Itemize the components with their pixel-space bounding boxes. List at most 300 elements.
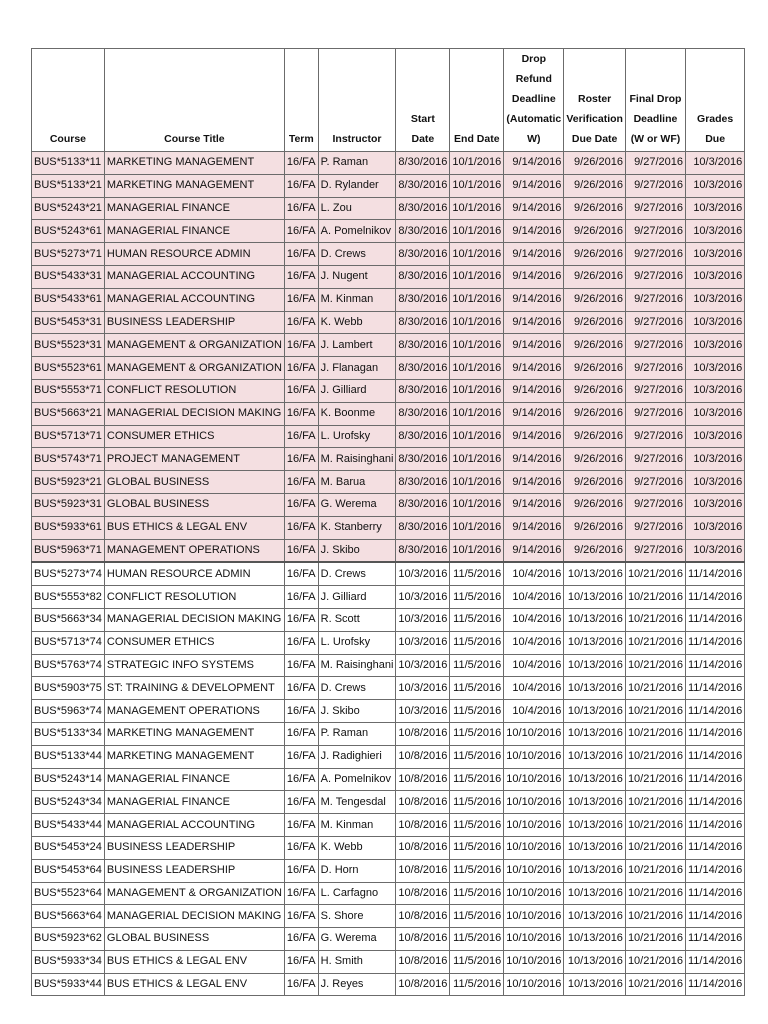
final-drop-deadline-cell: 10/21/2016 bbox=[625, 631, 685, 654]
drop-refund-deadline-cell: 9/14/2016 bbox=[504, 425, 564, 448]
table-row bbox=[32, 905, 745, 928]
course-code-cell: BUS*5433*61 bbox=[32, 288, 105, 311]
term-cell: 16/FA bbox=[284, 243, 318, 266]
term-cell: 16/FA bbox=[284, 677, 318, 700]
course-code-cell: BUS*5433*44 bbox=[32, 814, 105, 837]
course-code-cell: BUS*5963*71 bbox=[32, 539, 105, 562]
course-code-cell: BUS*5243*21 bbox=[32, 197, 105, 220]
final-drop-deadline-cell: 9/27/2016 bbox=[625, 311, 685, 334]
course-title-cell: BUS ETHICS & LEGAL ENV bbox=[104, 973, 284, 996]
header-final-drop-deadline: Final Drop Deadline (W or WF) bbox=[625, 49, 685, 152]
drop-refund-deadline-cell: 9/14/2016 bbox=[504, 471, 564, 494]
course-title-cell: MANAGEMENT & ORGANIZATION bbox=[104, 334, 284, 357]
term-cell: 16/FA bbox=[284, 562, 318, 585]
course-code-cell: BUS*5453*64 bbox=[32, 859, 105, 882]
start-date-cell: 10/3/2016 bbox=[396, 654, 450, 677]
course-code-cell: BUS*5523*31 bbox=[32, 334, 105, 357]
course-code-cell: BUS*5553*71 bbox=[32, 379, 105, 402]
end-date-cell: 11/5/2016 bbox=[450, 586, 504, 609]
course-code-cell: BUS*5273*71 bbox=[32, 243, 105, 266]
grades-due-cell: 11/14/2016 bbox=[686, 814, 745, 837]
table-row bbox=[32, 700, 745, 723]
drop-refund-deadline-cell: 9/14/2016 bbox=[504, 402, 564, 425]
course-title-cell: MARKETING MANAGEMENT bbox=[104, 174, 284, 197]
course-title-cell: MANAGERIAL FINANCE bbox=[104, 768, 284, 791]
course-code-cell: BUS*5523*61 bbox=[32, 357, 105, 380]
grades-due-cell: 11/14/2016 bbox=[686, 654, 745, 677]
end-date-cell: 10/1/2016 bbox=[450, 152, 504, 175]
term-cell: 16/FA bbox=[284, 768, 318, 791]
course-title-cell: STRATEGIC INFO SYSTEMS bbox=[104, 654, 284, 677]
final-drop-deadline-cell: 9/27/2016 bbox=[625, 197, 685, 220]
roster-verification-date-cell: 10/13/2016 bbox=[564, 859, 626, 882]
table-row bbox=[32, 493, 745, 516]
course-title-cell: CONFLICT RESOLUTION bbox=[104, 379, 284, 402]
drop-refund-deadline-cell: 9/14/2016 bbox=[504, 288, 564, 311]
course-title-cell: MANAGEMENT OPERATIONS bbox=[104, 700, 284, 723]
drop-refund-deadline-cell: 10/4/2016 bbox=[504, 700, 564, 723]
grades-due-cell: 10/3/2016 bbox=[686, 243, 745, 266]
course-code-cell: BUS*5923*31 bbox=[32, 493, 105, 516]
table-row bbox=[32, 586, 745, 609]
end-date-cell: 11/5/2016 bbox=[450, 791, 504, 814]
grades-due-cell: 11/14/2016 bbox=[686, 700, 745, 723]
start-date-cell: 10/8/2016 bbox=[396, 791, 450, 814]
header-course-title: Course Title bbox=[104, 49, 284, 152]
header-grades-due: Grades Due bbox=[686, 49, 745, 152]
course-code-cell: BUS*5933*44 bbox=[32, 973, 105, 996]
course-code-cell: BUS*5763*74 bbox=[32, 654, 105, 677]
drop-refund-deadline-cell: 10/10/2016 bbox=[504, 722, 564, 745]
instructor-cell: D. Crews bbox=[318, 243, 396, 266]
roster-verification-date-cell: 10/13/2016 bbox=[564, 928, 626, 951]
course-title-cell: MANAGERIAL DECISION MAKING bbox=[104, 608, 284, 631]
drop-refund-deadline-cell: 9/14/2016 bbox=[504, 311, 564, 334]
course-title-cell: MANAGEMENT & ORGANIZATION bbox=[104, 882, 284, 905]
table-row bbox=[32, 402, 745, 425]
table-row bbox=[32, 265, 745, 288]
header-instructor: Instructor bbox=[318, 49, 396, 152]
end-date-cell: 10/1/2016 bbox=[450, 243, 504, 266]
table-row bbox=[32, 562, 745, 585]
start-date-cell: 8/30/2016 bbox=[396, 311, 450, 334]
table-row bbox=[32, 859, 745, 882]
course-title-cell: MANAGERIAL ACCOUNTING bbox=[104, 288, 284, 311]
term-cell: 16/FA bbox=[284, 905, 318, 928]
table-body bbox=[32, 152, 745, 996]
drop-refund-deadline-cell: 9/14/2016 bbox=[504, 334, 564, 357]
table-row bbox=[32, 516, 745, 539]
term-cell: 16/FA bbox=[284, 859, 318, 882]
drop-refund-deadline-cell: 9/14/2016 bbox=[504, 539, 564, 562]
term-cell: 16/FA bbox=[284, 425, 318, 448]
term-cell: 16/FA bbox=[284, 631, 318, 654]
final-drop-deadline-cell: 10/21/2016 bbox=[625, 768, 685, 791]
term-cell: 16/FA bbox=[284, 539, 318, 562]
drop-refund-deadline-cell: 9/14/2016 bbox=[504, 379, 564, 402]
drop-refund-deadline-cell: 10/10/2016 bbox=[504, 859, 564, 882]
end-date-cell: 10/1/2016 bbox=[450, 448, 504, 471]
final-drop-deadline-cell: 9/27/2016 bbox=[625, 425, 685, 448]
term-cell: 16/FA bbox=[284, 288, 318, 311]
grades-due-cell: 11/14/2016 bbox=[686, 905, 745, 928]
final-drop-deadline-cell: 10/21/2016 bbox=[625, 882, 685, 905]
grades-due-cell: 11/14/2016 bbox=[686, 928, 745, 951]
course-code-cell: BUS*5133*44 bbox=[32, 745, 105, 768]
course-code-cell: BUS*5743*71 bbox=[32, 448, 105, 471]
drop-refund-deadline-cell: 9/14/2016 bbox=[504, 265, 564, 288]
term-cell: 16/FA bbox=[284, 493, 318, 516]
course-code-cell: BUS*5663*21 bbox=[32, 402, 105, 425]
roster-verification-date-cell: 10/13/2016 bbox=[564, 654, 626, 677]
course-title-cell: HUMAN RESOURCE ADMIN bbox=[104, 243, 284, 266]
table-row bbox=[32, 539, 745, 562]
roster-verification-date-cell: 9/26/2016 bbox=[564, 220, 626, 243]
end-date-cell: 11/5/2016 bbox=[450, 722, 504, 745]
final-drop-deadline-cell: 9/27/2016 bbox=[625, 448, 685, 471]
end-date-cell: 11/5/2016 bbox=[450, 859, 504, 882]
end-date-cell: 10/1/2016 bbox=[450, 311, 504, 334]
instructor-cell: M. Barua bbox=[318, 471, 396, 494]
instructor-cell: G. Werema bbox=[318, 493, 396, 516]
end-date-cell: 11/5/2016 bbox=[450, 950, 504, 973]
roster-verification-date-cell: 10/13/2016 bbox=[564, 905, 626, 928]
course-title-cell: MANAGERIAL FINANCE bbox=[104, 197, 284, 220]
final-drop-deadline-cell: 10/21/2016 bbox=[625, 586, 685, 609]
start-date-cell: 10/3/2016 bbox=[396, 631, 450, 654]
course-title-cell: BUS ETHICS & LEGAL ENV bbox=[104, 516, 284, 539]
final-drop-deadline-cell: 9/27/2016 bbox=[625, 357, 685, 380]
course-code-cell: BUS*5963*74 bbox=[32, 700, 105, 723]
start-date-cell: 8/30/2016 bbox=[396, 379, 450, 402]
course-title-cell: GLOBAL BUSINESS bbox=[104, 493, 284, 516]
start-date-cell: 10/8/2016 bbox=[396, 973, 450, 996]
start-date-cell: 8/30/2016 bbox=[396, 471, 450, 494]
instructor-cell: K. Webb bbox=[318, 311, 396, 334]
start-date-cell: 10/3/2016 bbox=[396, 677, 450, 700]
instructor-cell: J. Flanagan bbox=[318, 357, 396, 380]
start-date-cell: 8/30/2016 bbox=[396, 243, 450, 266]
term-cell: 16/FA bbox=[284, 220, 318, 243]
term-cell: 16/FA bbox=[284, 357, 318, 380]
end-date-cell: 10/1/2016 bbox=[450, 220, 504, 243]
instructor-cell: D. Crews bbox=[318, 562, 396, 585]
grades-due-cell: 11/14/2016 bbox=[686, 586, 745, 609]
roster-verification-date-cell: 9/26/2016 bbox=[564, 402, 626, 425]
final-drop-deadline-cell: 9/27/2016 bbox=[625, 334, 685, 357]
term-cell: 16/FA bbox=[284, 973, 318, 996]
start-date-cell: 8/30/2016 bbox=[396, 197, 450, 220]
course-title-cell: MANAGERIAL DECISION MAKING bbox=[104, 905, 284, 928]
term-cell: 16/FA bbox=[284, 722, 318, 745]
roster-verification-date-cell: 9/26/2016 bbox=[564, 152, 626, 175]
final-drop-deadline-cell: 9/27/2016 bbox=[625, 402, 685, 425]
instructor-cell: L. Carfagno bbox=[318, 882, 396, 905]
course-title-cell: ST: TRAINING & DEVELOPMENT bbox=[104, 677, 284, 700]
header-roster-verification: Roster Verification Due Date bbox=[564, 49, 626, 152]
final-drop-deadline-cell: 9/27/2016 bbox=[625, 471, 685, 494]
final-drop-deadline-cell: 10/21/2016 bbox=[625, 745, 685, 768]
course-title-cell: CONSUMER ETHICS bbox=[104, 425, 284, 448]
schedule-sheet bbox=[31, 48, 745, 996]
start-date-cell: 10/8/2016 bbox=[396, 882, 450, 905]
roster-verification-date-cell: 9/26/2016 bbox=[564, 357, 626, 380]
end-date-cell: 10/1/2016 bbox=[450, 197, 504, 220]
end-date-cell: 11/5/2016 bbox=[450, 836, 504, 859]
end-date-cell: 11/5/2016 bbox=[450, 608, 504, 631]
roster-verification-date-cell: 10/13/2016 bbox=[564, 608, 626, 631]
start-date-cell: 8/30/2016 bbox=[396, 174, 450, 197]
grades-due-cell: 10/3/2016 bbox=[686, 288, 745, 311]
roster-verification-date-cell: 10/13/2016 bbox=[564, 562, 626, 585]
course-title-cell: BUSINESS LEADERSHIP bbox=[104, 859, 284, 882]
table-row bbox=[32, 677, 745, 700]
final-drop-deadline-cell: 10/21/2016 bbox=[625, 700, 685, 723]
header-row bbox=[32, 49, 745, 152]
course-code-cell: BUS*5713*74 bbox=[32, 631, 105, 654]
roster-verification-date-cell: 9/26/2016 bbox=[564, 539, 626, 562]
drop-refund-deadline-cell: 9/14/2016 bbox=[504, 152, 564, 175]
final-drop-deadline-cell: 10/21/2016 bbox=[625, 677, 685, 700]
drop-refund-deadline-cell: 10/10/2016 bbox=[504, 745, 564, 768]
header-start-date: Start Date bbox=[396, 49, 450, 152]
course-code-cell: BUS*5243*34 bbox=[32, 791, 105, 814]
end-date-cell: 11/5/2016 bbox=[450, 768, 504, 791]
instructor-cell: L. Zou bbox=[318, 197, 396, 220]
table-row bbox=[32, 311, 745, 334]
end-date-cell: 10/1/2016 bbox=[450, 357, 504, 380]
roster-verification-date-cell: 9/26/2016 bbox=[564, 516, 626, 539]
grades-due-cell: 10/3/2016 bbox=[686, 539, 745, 562]
end-date-cell: 10/1/2016 bbox=[450, 174, 504, 197]
end-date-cell: 11/5/2016 bbox=[450, 631, 504, 654]
table-row bbox=[32, 471, 745, 494]
drop-refund-deadline-cell: 10/4/2016 bbox=[504, 654, 564, 677]
final-drop-deadline-cell: 10/21/2016 bbox=[625, 973, 685, 996]
end-date-cell: 10/1/2016 bbox=[450, 379, 504, 402]
course-title-cell: HUMAN RESOURCE ADMIN bbox=[104, 562, 284, 585]
term-cell: 16/FA bbox=[284, 700, 318, 723]
course-code-cell: BUS*5273*74 bbox=[32, 562, 105, 585]
instructor-cell: J. Skibo bbox=[318, 539, 396, 562]
drop-refund-deadline-cell: 10/10/2016 bbox=[504, 814, 564, 837]
end-date-cell: 11/5/2016 bbox=[450, 814, 504, 837]
start-date-cell: 8/30/2016 bbox=[396, 402, 450, 425]
grades-due-cell: 10/3/2016 bbox=[686, 311, 745, 334]
term-cell: 16/FA bbox=[284, 379, 318, 402]
course-title-cell: GLOBAL BUSINESS bbox=[104, 928, 284, 951]
start-date-cell: 10/3/2016 bbox=[396, 700, 450, 723]
instructor-cell: J. Gilliard bbox=[318, 586, 396, 609]
course-code-cell: BUS*5663*64 bbox=[32, 905, 105, 928]
header-term: Term bbox=[284, 49, 318, 152]
term-cell: 16/FA bbox=[284, 654, 318, 677]
roster-verification-date-cell: 10/13/2016 bbox=[564, 791, 626, 814]
final-drop-deadline-cell: 10/21/2016 bbox=[625, 654, 685, 677]
start-date-cell: 10/3/2016 bbox=[396, 562, 450, 585]
roster-verification-date-cell: 9/26/2016 bbox=[564, 243, 626, 266]
term-cell: 16/FA bbox=[284, 265, 318, 288]
drop-refund-deadline-cell: 9/14/2016 bbox=[504, 357, 564, 380]
course-code-cell: BUS*5133*11 bbox=[32, 152, 105, 175]
table-row bbox=[32, 654, 745, 677]
table-row bbox=[32, 631, 745, 654]
start-date-cell: 8/30/2016 bbox=[396, 493, 450, 516]
final-drop-deadline-cell: 10/21/2016 bbox=[625, 814, 685, 837]
drop-refund-deadline-cell: 10/10/2016 bbox=[504, 905, 564, 928]
roster-verification-date-cell: 10/13/2016 bbox=[564, 814, 626, 837]
grades-due-cell: 11/14/2016 bbox=[686, 791, 745, 814]
roster-verification-date-cell: 9/26/2016 bbox=[564, 379, 626, 402]
instructor-cell: L. Urofsky bbox=[318, 631, 396, 654]
table-row bbox=[32, 448, 745, 471]
table-row bbox=[32, 608, 745, 631]
roster-verification-date-cell: 9/26/2016 bbox=[564, 448, 626, 471]
grades-due-cell: 10/3/2016 bbox=[686, 334, 745, 357]
roster-verification-date-cell: 10/13/2016 bbox=[564, 586, 626, 609]
term-cell: 16/FA bbox=[284, 836, 318, 859]
term-cell: 16/FA bbox=[284, 608, 318, 631]
start-date-cell: 10/8/2016 bbox=[396, 722, 450, 745]
start-date-cell: 10/8/2016 bbox=[396, 814, 450, 837]
end-date-cell: 11/5/2016 bbox=[450, 562, 504, 585]
table-row bbox=[32, 357, 745, 380]
end-date-cell: 11/5/2016 bbox=[450, 654, 504, 677]
roster-verification-date-cell: 10/13/2016 bbox=[564, 973, 626, 996]
grades-due-cell: 11/14/2016 bbox=[686, 608, 745, 631]
table-row bbox=[32, 973, 745, 996]
start-date-cell: 10/8/2016 bbox=[396, 950, 450, 973]
table-row bbox=[32, 791, 745, 814]
end-date-cell: 11/5/2016 bbox=[450, 905, 504, 928]
final-drop-deadline-cell: 9/27/2016 bbox=[625, 493, 685, 516]
grades-due-cell: 10/3/2016 bbox=[686, 493, 745, 516]
roster-verification-date-cell: 9/26/2016 bbox=[564, 197, 626, 220]
end-date-cell: 11/5/2016 bbox=[450, 745, 504, 768]
end-date-cell: 10/1/2016 bbox=[450, 334, 504, 357]
roster-verification-date-cell: 9/26/2016 bbox=[564, 174, 626, 197]
term-cell: 16/FA bbox=[284, 586, 318, 609]
course-code-cell: BUS*5663*34 bbox=[32, 608, 105, 631]
course-title-cell: CONFLICT RESOLUTION bbox=[104, 586, 284, 609]
roster-verification-date-cell: 10/13/2016 bbox=[564, 768, 626, 791]
roster-verification-date-cell: 10/13/2016 bbox=[564, 631, 626, 654]
course-title-cell: MANAGERIAL FINANCE bbox=[104, 791, 284, 814]
table-row bbox=[32, 174, 745, 197]
table-row bbox=[32, 425, 745, 448]
term-cell: 16/FA bbox=[284, 448, 318, 471]
course-code-cell: BUS*5133*21 bbox=[32, 174, 105, 197]
grades-due-cell: 11/14/2016 bbox=[686, 562, 745, 585]
grades-due-cell: 10/3/2016 bbox=[686, 471, 745, 494]
course-title-cell: MANAGERIAL ACCOUNTING bbox=[104, 814, 284, 837]
final-drop-deadline-cell: 10/21/2016 bbox=[625, 859, 685, 882]
instructor-cell: L. Urofsky bbox=[318, 425, 396, 448]
roster-verification-date-cell: 10/13/2016 bbox=[564, 745, 626, 768]
start-date-cell: 8/30/2016 bbox=[396, 539, 450, 562]
course-title-cell: MARKETING MANAGEMENT bbox=[104, 152, 284, 175]
start-date-cell: 10/8/2016 bbox=[396, 745, 450, 768]
drop-refund-deadline-cell: 10/10/2016 bbox=[504, 950, 564, 973]
final-drop-deadline-cell: 9/27/2016 bbox=[625, 243, 685, 266]
final-drop-deadline-cell: 10/21/2016 bbox=[625, 791, 685, 814]
drop-refund-deadline-cell: 9/14/2016 bbox=[504, 516, 564, 539]
end-date-cell: 10/1/2016 bbox=[450, 516, 504, 539]
drop-refund-deadline-cell: 10/4/2016 bbox=[504, 631, 564, 654]
table-row bbox=[32, 928, 745, 951]
grades-due-cell: 10/3/2016 bbox=[686, 425, 745, 448]
grades-due-cell: 10/3/2016 bbox=[686, 174, 745, 197]
final-drop-deadline-cell: 10/21/2016 bbox=[625, 836, 685, 859]
instructor-cell: M. Kinman bbox=[318, 814, 396, 837]
roster-verification-date-cell: 9/26/2016 bbox=[564, 288, 626, 311]
table-row bbox=[32, 220, 745, 243]
instructor-cell: D. Crews bbox=[318, 677, 396, 700]
grades-due-cell: 11/14/2016 bbox=[686, 745, 745, 768]
grades-due-cell: 11/14/2016 bbox=[686, 973, 745, 996]
table-row bbox=[32, 243, 745, 266]
final-drop-deadline-cell: 9/27/2016 bbox=[625, 539, 685, 562]
drop-refund-deadline-cell: 10/4/2016 bbox=[504, 586, 564, 609]
final-drop-deadline-cell: 9/27/2016 bbox=[625, 152, 685, 175]
grades-due-cell: 10/3/2016 bbox=[686, 448, 745, 471]
term-cell: 16/FA bbox=[284, 152, 318, 175]
roster-verification-date-cell: 9/26/2016 bbox=[564, 334, 626, 357]
grades-due-cell: 10/3/2016 bbox=[686, 402, 745, 425]
start-date-cell: 10/3/2016 bbox=[396, 586, 450, 609]
term-cell: 16/FA bbox=[284, 174, 318, 197]
course-title-cell: BUSINESS LEADERSHIP bbox=[104, 311, 284, 334]
table-row bbox=[32, 288, 745, 311]
course-code-cell: BUS*5933*61 bbox=[32, 516, 105, 539]
grades-due-cell: 11/14/2016 bbox=[686, 859, 745, 882]
grades-due-cell: 10/3/2016 bbox=[686, 220, 745, 243]
header-end-date: End Date bbox=[450, 49, 504, 152]
end-date-cell: 10/1/2016 bbox=[450, 402, 504, 425]
course-title-cell: GLOBAL BUSINESS bbox=[104, 471, 284, 494]
roster-verification-date-cell: 9/26/2016 bbox=[564, 425, 626, 448]
start-date-cell: 10/8/2016 bbox=[396, 859, 450, 882]
course-code-cell: BUS*5713*71 bbox=[32, 425, 105, 448]
table-row bbox=[32, 745, 745, 768]
start-date-cell: 8/30/2016 bbox=[396, 220, 450, 243]
end-date-cell: 11/5/2016 bbox=[450, 928, 504, 951]
course-code-cell: BUS*5243*14 bbox=[32, 768, 105, 791]
roster-verification-date-cell: 10/13/2016 bbox=[564, 882, 626, 905]
start-date-cell: 10/3/2016 bbox=[396, 608, 450, 631]
header-course: Course bbox=[32, 49, 105, 152]
instructor-cell: J. Radighieri bbox=[318, 745, 396, 768]
table-row bbox=[32, 882, 745, 905]
instructor-cell: J. Skibo bbox=[318, 700, 396, 723]
grades-due-cell: 10/3/2016 bbox=[686, 197, 745, 220]
term-cell: 16/FA bbox=[284, 950, 318, 973]
grades-due-cell: 11/14/2016 bbox=[686, 631, 745, 654]
start-date-cell: 8/30/2016 bbox=[396, 516, 450, 539]
final-drop-deadline-cell: 9/27/2016 bbox=[625, 265, 685, 288]
start-date-cell: 10/8/2016 bbox=[396, 836, 450, 859]
end-date-cell: 10/1/2016 bbox=[450, 265, 504, 288]
instructor-cell: G. Werema bbox=[318, 928, 396, 951]
drop-refund-deadline-cell: 10/4/2016 bbox=[504, 608, 564, 631]
end-date-cell: 10/1/2016 bbox=[450, 288, 504, 311]
end-date-cell: 10/1/2016 bbox=[450, 493, 504, 516]
term-cell: 16/FA bbox=[284, 745, 318, 768]
final-drop-deadline-cell: 10/21/2016 bbox=[625, 608, 685, 631]
course-title-cell: CONSUMER ETHICS bbox=[104, 631, 284, 654]
end-date-cell: 10/1/2016 bbox=[450, 539, 504, 562]
instructor-cell: A. Pomelnikov bbox=[318, 768, 396, 791]
